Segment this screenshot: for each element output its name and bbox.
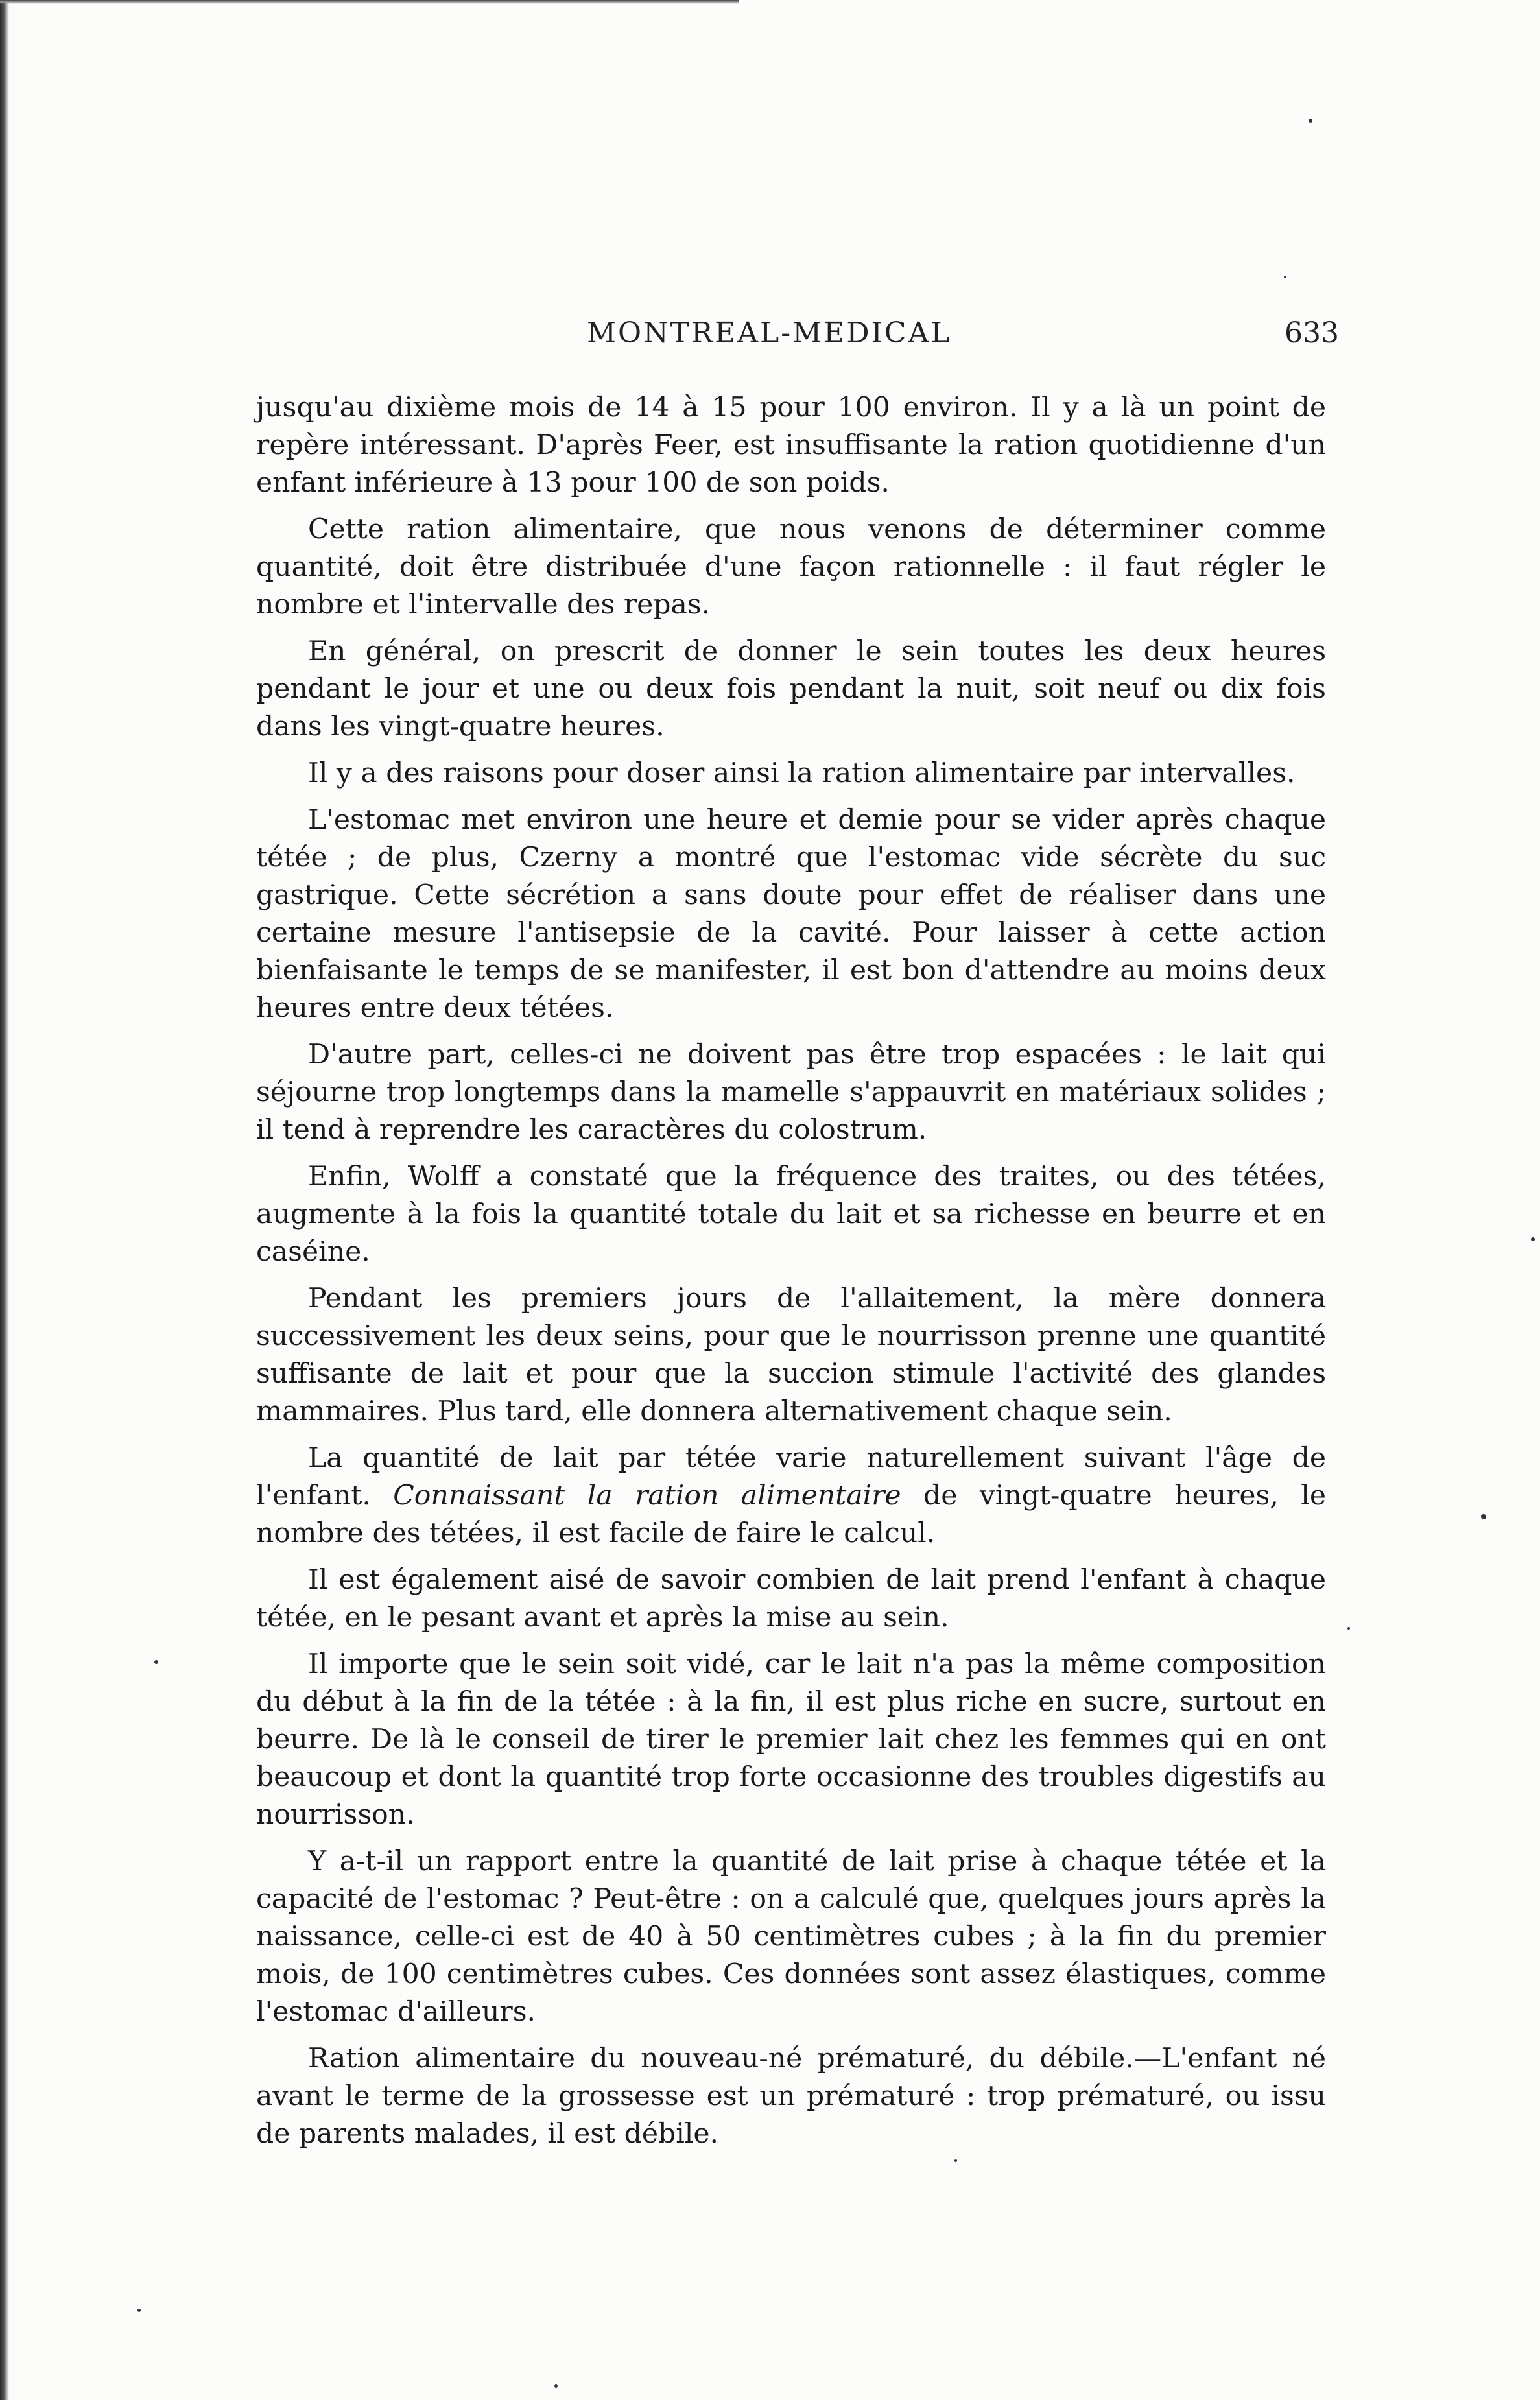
scan-speck [1284,276,1286,278]
paragraph: jusqu'au dixième mois de 14 à 15 pour 100 environ. Il y a là un point de repère intéressant. D'après Feer, est insuffisante la ration quotidienne d'un enfant inférieure à 13 pour 100 de son poids. [256,392,1326,499]
paragraph-text: de vingt-quatre heures, le nombre des tétées, il est facile de faire le calcul. [256,1480,1327,1549]
scan-speck [954,2159,957,2162]
scan-speck [154,1660,158,1664]
paragraph [256,1440,1326,1552]
running-head [256,316,1339,362]
paragraph: Cette ration alimentaire, que nous venons de déterminer comme quantité, doit être distribuée d'une façon rationnelle : il faut régler le nombre et l'intervalle des repas. [256,514,1326,621]
paragraph: Y a-t-il un rapport entre la quantité de lait prise à chaque tétée et la capacité de l'estomac ? Peut-être : on a calculé que, quelques jours après la naissance, celle-ci est de 40 à 50 centimètres cubes ; à la fin du premier mois, de 100 centimètres cubes. Ces données sont assez élastiques, comme l'estomac d'ailleurs. [256,1846,1326,2028]
running-title: MONTREAL-MEDICAL [587,316,952,350]
body-text [256,389,1326,2153]
paragraph-text: La quantité de lait par tétée varie naturellement suivant l'âge de l'enfant. [256,1442,1326,1512]
page-number: 633 [1285,316,1339,350]
scan-speck [1347,1627,1350,1630]
paragraph: En général, on prescrit de donner le sein toutes les deux heures pendant le jour et une ou deux fois pendant la nuit, soit neuf ou dix fois dans les vingt-quatre heures. [256,636,1326,743]
italic-phrase: Connaissant la ration alimentaire [393,1480,901,1512]
scan-speck [137,2309,141,2312]
paragraph: Il importe que le sein soit vidé, car le lait n'a pas la même composition du début à la fin de la tétée : à la fin, il est plus riche en sucre, surtout en beurre. De là le conseil de tirer le premier lait chez les femmes qui en ont beaucoup et dont la quantité trop forte occasionne des troubles digestifs au nourrisson. [256,1648,1326,1831]
paragraph: D'autre part, celles-ci ne doivent pas être trop espacées : le lait qui séjourne trop longtemps dans la mamelle s'appauvrit en matériaux solides ; il tend à reprendre les caractères du colostrum. [256,1039,1326,1146]
paragraph: Ration alimentaire du nouveau-né prématuré, du débile.—L'enfant né avant le terme de la grossesse est un prématuré : trop prématuré, ou issu de parents malades, il est débile. [256,2043,1326,2150]
paragraph: Pendant les premiers jours de l'allaitement, la mère donnera successivement les deux seins, pour que le nourrisson prenne une quantité suffisante de lait et pour que la succion stimule l'activité des glandes mammaires. Plus tard, elle donnera alternativement chaque sein. [256,1283,1326,1427]
paragraph: Il y a des raisons pour doser ainsi la ration alimentaire par intervalles. [308,757,1296,789]
scan-speck [1309,119,1312,123]
paragraph: L'estomac met environ une heure et demie pour se vider après chaque tétée ; de plus, Czerny a montré que l'estomac vide sécrète du suc gastrique. Cette sécrétion a sans doute pour effet de réaliser dans une certaine mesure l'antisepsie de la cavité. Pour laisser à cette action bienfaisante le temps de se manifester, il est bon d'attendre au moins deux heures entre deux tétées. [256,804,1326,1024]
scan-speck [1481,1514,1486,1519]
scan-speck [1531,1237,1535,1241]
scan-speck [554,2384,558,2388]
paragraph: Il est également aisé de savoir combien de lait prend l'enfant à chaque tétée, en le pesant avant et après la mise au sein. [256,1564,1326,1634]
paragraph: Enfin, Wolff a constaté que la fréquence des traites, ou des tétées, augmente à la fois la quantité totale du lait et sa richesse en beurre et en caséine. [256,1161,1326,1268]
scan-edge-left [0,0,9,2400]
scan-edge-top [0,0,739,4]
